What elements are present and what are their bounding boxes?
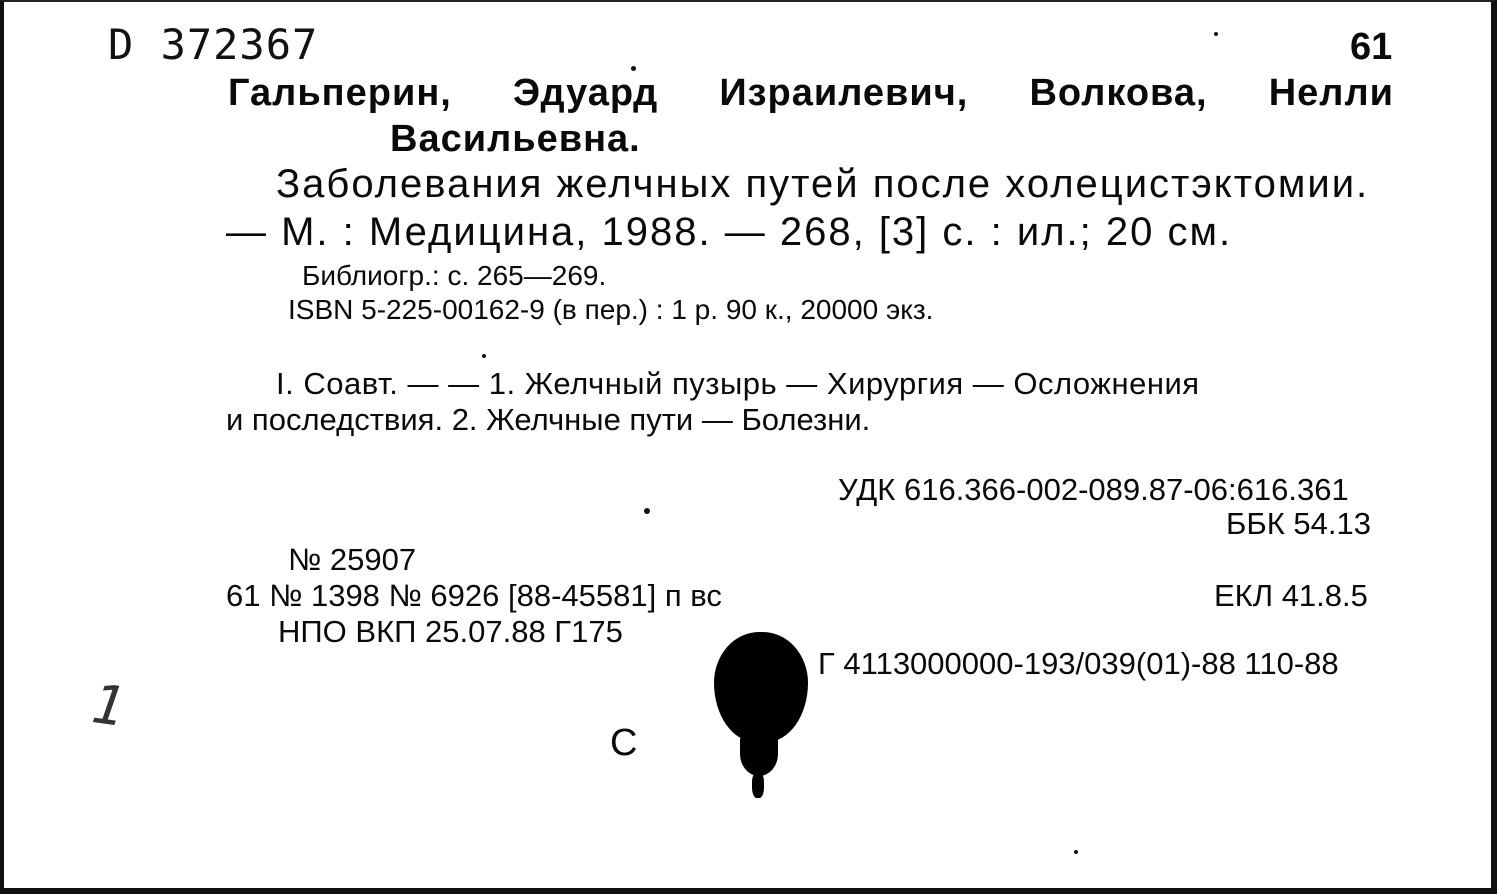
- record-number: № 25907: [288, 542, 417, 577]
- author-heading-line2: Васильевна.: [390, 118, 641, 160]
- udk-code: УДК 616.366-002-089.87-06:616.361: [838, 472, 1349, 507]
- bibliography-note: Библиогр.: с. 265—269.: [302, 260, 607, 291]
- speck: [1214, 32, 1218, 36]
- registration-line: 61 № 1398 № 6926 [88-45581] п вс: [226, 578, 722, 613]
- title-line-1: Заболевания желчных путей после холецистэктомии.: [276, 162, 1370, 206]
- letter-c: С: [610, 722, 638, 764]
- speck: [631, 66, 636, 71]
- call-number: D 372367: [108, 20, 319, 69]
- author-part-5: Нелли: [1268, 72, 1394, 114]
- author-heading: [228, 72, 1394, 115]
- npo-line: НПО ВКП 25.07.88 Г175: [278, 614, 623, 649]
- author-part-3: Израилевич,: [719, 72, 969, 114]
- speck: [1074, 850, 1078, 854]
- author-part-1: Гальперин,: [228, 72, 452, 114]
- title-line-2: — М. : Медицина, 1988. — 268, [3] с. : ил.; 20 см.: [226, 210, 1233, 254]
- author-part-4: Волкова,: [1029, 72, 1208, 114]
- ink-blot-tail: [752, 772, 764, 798]
- speck: [644, 508, 650, 514]
- ink-blot-stem: [740, 732, 778, 776]
- subjects-line-2: и последствия. 2. Желчные пути — Болезни.: [226, 402, 871, 437]
- ink-blot: [714, 632, 808, 742]
- corner-number: 61: [1350, 26, 1393, 68]
- author-part-2: Эдуард: [512, 72, 659, 114]
- ekl-code: ЕКЛ 41.8.5: [1214, 578, 1368, 613]
- bbk-code: ББК 54.13: [1226, 506, 1371, 541]
- margin-handwritten-mark: 1: [87, 671, 130, 740]
- subjects-line-1: I. Соавт. — — 1. Желчный пузырь — Хирургия — Осложнения: [276, 366, 1200, 401]
- isbn-line: ISBN 5-225-00162-9 (в пер.) : 1 р. 90 к., 20000 экз.: [288, 294, 934, 325]
- speck: [482, 354, 486, 358]
- g-code: Г 4113000000-193/039(01)-88 110-88: [818, 646, 1339, 681]
